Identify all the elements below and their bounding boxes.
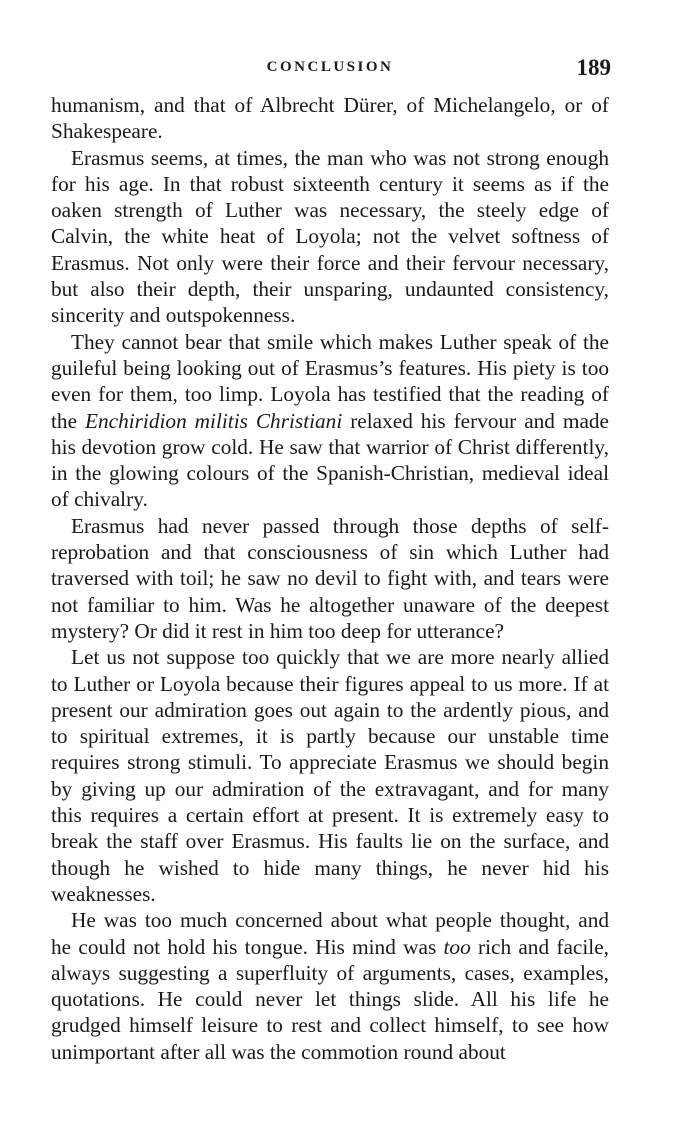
text-run: Let us not suppose too quickly that we are more nearly allied to Luther or Loyola because their figures appeal to us more. If at present our admiration goes out again to the ardently pious, and to spiritual extremes, it is partly because our unstable time requires strong stimuli. To appreciate Erasmus we should begin by giving up our admiration of the extravagant, and for many this requires a certain effort at present. It is extremely easy to break the staff over Erasmus. His faults lie on the surface, and though he wished to hide many things, he never hid his weaknesses. <box>51 645 609 906</box>
body-text <box>51 92 609 1065</box>
text-run: rich and facile, always suggesting a superfluity of arguments, cases, examples, quotations. He could never let things slide. All his life he grudged himself leisure to rest and collect himself, to see how unimportant after all was the commotion round about <box>51 934 609 1064</box>
text-run: He was too much concerned about what people thought, and he could not hold his tongue. His mind was <box>51 908 609 959</box>
paragraph <box>51 513 609 644</box>
text-run: They cannot bear that smile which makes Luther speak of the guileful being looking out of Erasmus’s features. His piety is too even for them, too limp. Loyola has testified that the reading of the <box>51 329 609 433</box>
paragraph <box>51 907 609 1065</box>
paragraph <box>51 145 609 329</box>
running-title: CONCLUSION <box>266 59 394 75</box>
paragraph <box>51 644 609 907</box>
italic-text: too <box>443 934 471 959</box>
text-run: relaxed his fervour and made his devotion grow cold. He saw that warrior of Christ differently, in the glowing colours of the Spanish-Christian, medieval ideal of chivalry. <box>51 408 610 512</box>
text-run: humanism, and that of Albrecht Dürer, of Michelangelo, or of Shakespeare. <box>51 93 609 144</box>
running-head <box>51 55 609 81</box>
italic-text: Enchiridion militis Christiani <box>84 408 343 433</box>
page-number: 189 <box>576 55 611 80</box>
book-page <box>51 0 609 1135</box>
text-run: Erasmus seems, at times, the man who was not strong enough for his age. In that robust sixteenth century it seems as if the oaken strength of Luther was necessary, the steely edge of Calvin, the white heat of Loyola; not the velvet softness of Erasmus. Not only were their force and their fervour necessary, but also their depth, their unsparing, undaunted consistency, sincerity and outspokenness. <box>51 145 609 328</box>
text-run: Erasmus had never passed through those depths of self-reprobation and that consciousness of sin which Luther had traversed with toil; he saw no devil to fight with, and tears were not familiar to him. Was he altogether unaware of the deepest mystery? Or did it rest in him too deep for utterance? <box>51 513 609 643</box>
paragraph <box>51 329 609 513</box>
paragraph <box>51 92 609 145</box>
